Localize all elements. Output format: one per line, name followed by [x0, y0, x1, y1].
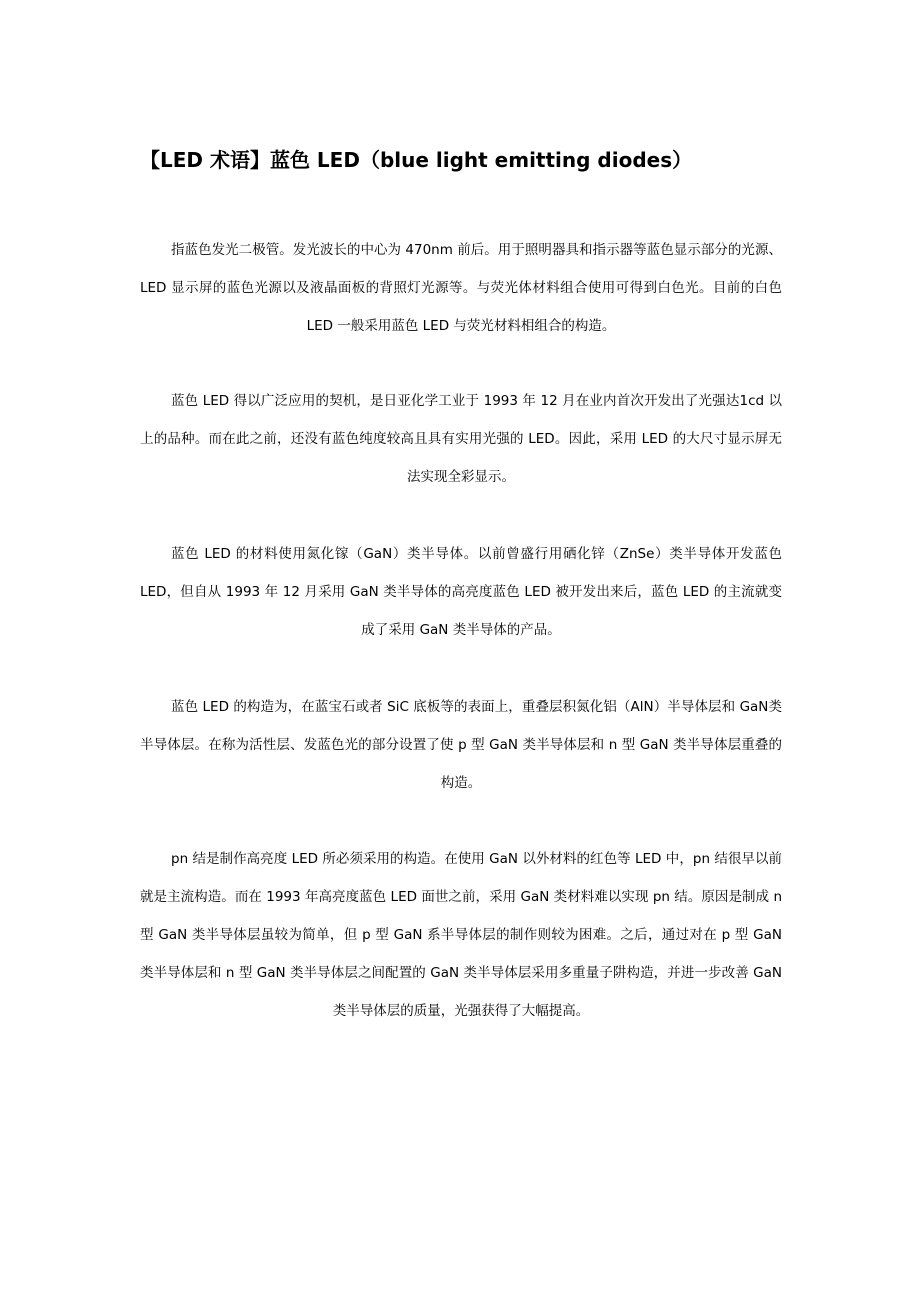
document-title: 【LED 术语】蓝色 LED（blue light emitting diodes）: [140, 148, 693, 172]
paragraph-1: 指蓝色发光二极管。发光波长的中心为 470nm 前后。用于照明器具和指示器等蓝色显示部分的光源、LED 显示屏的蓝色光源以及液晶面板的背照灯光源等。与荧光体材料组合使用可得到白色光。目前的白色 LED 一般采用蓝色 LED 与荧光材料相组合的构造。: [140, 242, 782, 334]
paragraph-4: 蓝色 LED 的构造为，在蓝宝石或者 SiC 底板等的表面上，重叠层积氮化铝（AlN）半导体层和 GaN类半导体层。在称为活性层、发蓝色光的部分设置了使 p 型 GaN 类半导体层和 n 型 GaN 类半导体层重叠的构造。: [140, 699, 782, 791]
paragraph-3: 蓝色 LED 的材料使用氮化镓（GaN）类半导体。以前曾盛行用硒化锌（ZnSe）类半导体开发蓝色 LED，但自从 1993 年 12 月采用 GaN 类半导体的高亮度蓝色 LED 被开发出来后，蓝色 LED 的主流就变成了采用 GaN 类半导体的产品。: [140, 546, 782, 638]
paragraph-5: pn 结是制作高亮度 LED 所必须采用的构造。在使用 GaN 以外材料的红色等 LED 中，pn 结很早以前就是主流构造。而在 1993 年高亮度蓝色 LED 面世之前，采用 GaN 类材料难以实现 pn 结。原因是制成 n 型 GaN 类半导体层虽较为简单，但 p 型 GaN 系半导体层的制作则较为困难。之后，通过对在 p 型 GaN 类半导体层和 n 型 GaN 类半导体层之间配置的 GaN 类半导体层采用多重量子阱构造，并进一步改善 GaN 类半导体层的质量，光强获得了大幅提高。: [140, 851, 782, 1019]
paragraph-2: 蓝色 LED 得以广泛应用的契机，是日亚化学工业于 1993 年 12 月在业内首次开发出了光强达1cd 以上的品种。而在此之前，还没有蓝色纯度较高且具有实用光强的 LED。因此，采用 LED 的大尺寸显示屏无法实现全彩显示。: [140, 393, 782, 485]
